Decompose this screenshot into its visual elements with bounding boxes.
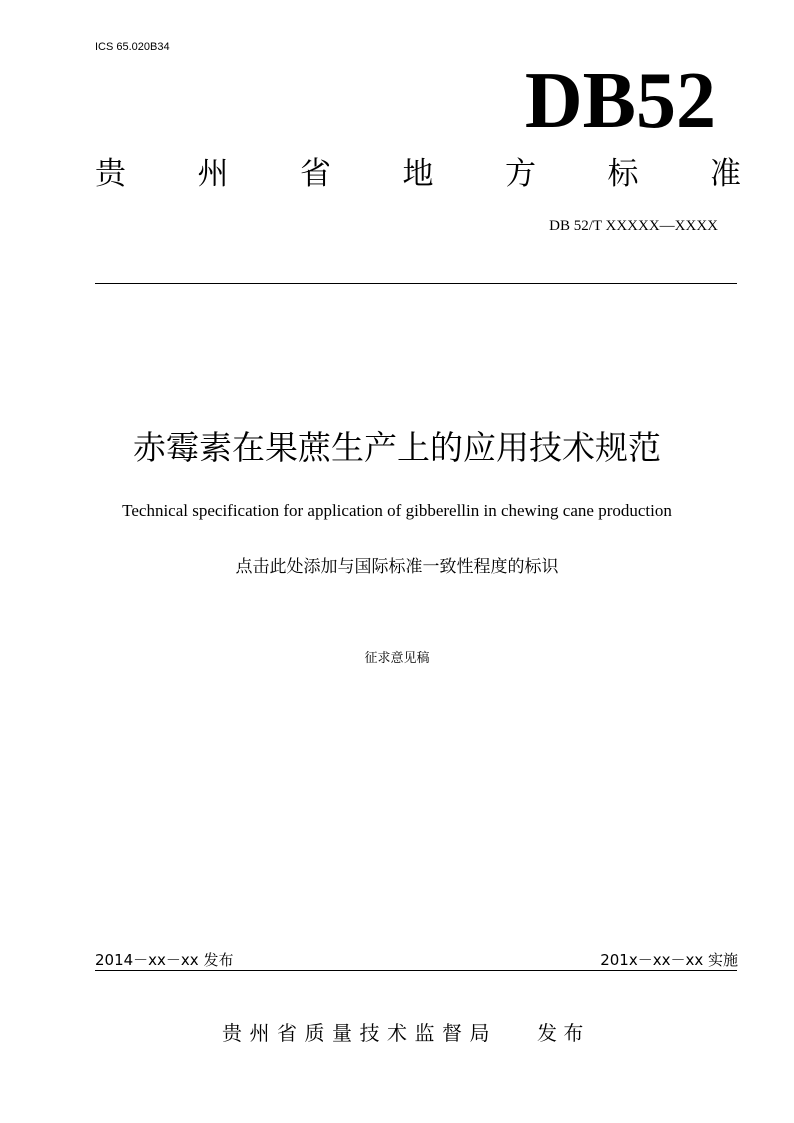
standard-number: DB 52/T XXXXX—XXXX [549,218,718,234]
document-title-chinese: 赤霉素在果蔗生产上的应用技术规范 [133,428,661,467]
issue-action-label: 发 布 [537,1021,584,1045]
ics-code: ICS 65.020B34 [95,41,170,53]
standard-type-char: 标 [607,156,639,192]
issue-date: 2014－xx－xx 发布 [95,951,234,969]
implementation-date: 201x－xx－xx 实施 [600,951,738,969]
standard-type-char: 贵 [95,156,126,192]
issuing-authority: 贵州省质量技术监督局 [222,1021,497,1045]
db-code: DB52 [524,57,716,145]
draft-stage-label: 征求意见稿 [364,651,430,666]
standard-type-char: 地 [402,156,434,192]
document-title-english: Technical specification for application of gibberellin in chewing cane production [122,501,672,520]
standard-type-char: 准 [710,156,741,192]
consistency-mark-placeholder[interactable]: 点击此处添加与国际标准一致性程度的标识 [235,557,559,577]
standard-type-char: 方 [505,156,536,192]
standard-type-heading [95,156,741,192]
standard-type-char: 省 [300,156,331,192]
header-divider [95,283,737,284]
footer-divider [95,970,737,971]
standard-type-char: 州 [197,156,229,192]
